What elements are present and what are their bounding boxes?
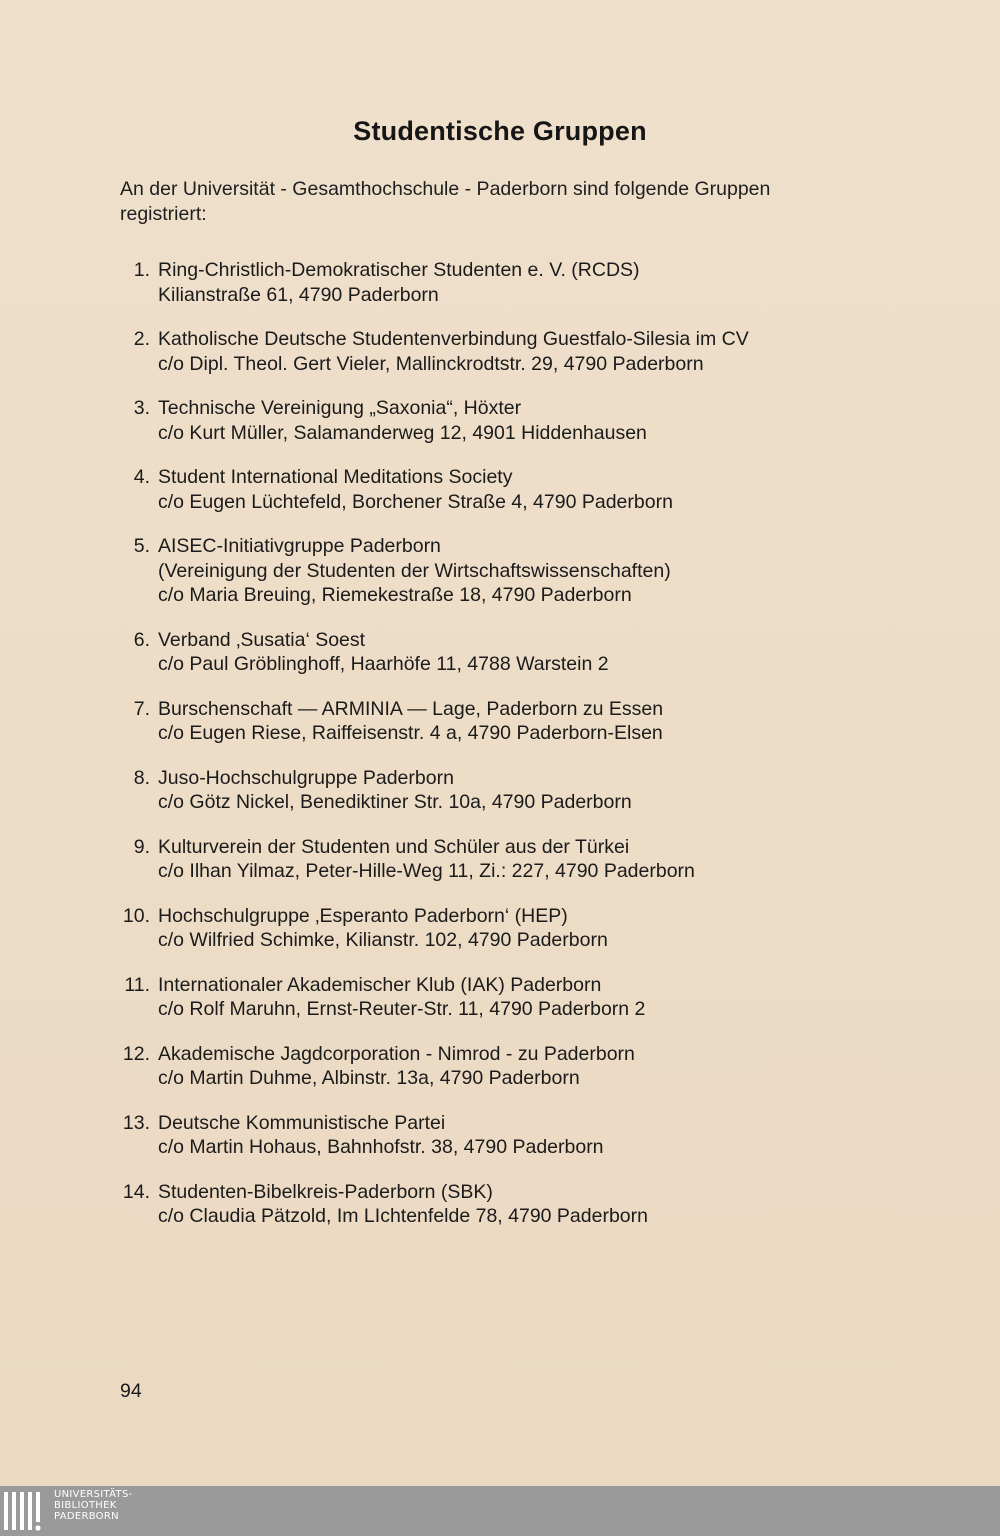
intro-line: An der Universität - Gesamthochschule - Paderborn sind folgende Gruppen: [120, 178, 771, 200]
group-address-line: c/o Kurt Müller, Salamanderweg 12, 4901 Hiddenhausen: [158, 421, 647, 444]
group-name: Ring-Christlich-Demokratischer Studenten e. V. (RCDS): [158, 259, 640, 281]
library-bars-logo-icon: [4, 1490, 44, 1532]
list-item: [0, 1042, 1000, 1111]
list-item-text: [158, 697, 958, 746]
list-item: [0, 766, 1000, 835]
list-item-number: 2.: [133, 328, 150, 350]
list-item: [0, 327, 1000, 396]
group-name: Student International Meditations Society: [158, 466, 513, 488]
list-item-number: 11.: [124, 973, 150, 996]
list-item: [0, 534, 1000, 628]
list-item-text: [158, 396, 958, 445]
page-number: 94: [120, 1380, 142, 1402]
group-name: Hochschulgruppe ‚Esperanto Paderborn‘ (HEP): [158, 904, 568, 927]
group-address-line: c/o Eugen Riese, Raiffeisenstr. 4 a, 4790 Paderborn-Elsen: [158, 722, 663, 745]
list-item-text: [158, 973, 958, 1022]
group-name: Katholische Deutsche Studentenverbindung Guestfalo-Silesia im CV: [158, 328, 749, 350]
list-item: [0, 396, 1000, 465]
group-address-line: c/o Götz Nickel, Benediktiner Str. 10a, 4790 Paderborn: [158, 791, 632, 814]
list-item-number: 13.: [122, 1111, 150, 1134]
list-item-text: [158, 766, 958, 815]
list-item-number: 12.: [122, 1042, 150, 1065]
list-item-text: [158, 1180, 958, 1229]
library-logo-text: [54, 1489, 164, 1522]
group-name: Akademische Jagdcorporation - Nimrod - zu Paderborn: [158, 1042, 635, 1065]
list-item: [0, 1180, 1000, 1249]
list-item-number: 4.: [133, 466, 150, 488]
group-list: [0, 258, 1000, 1249]
group-name: Kulturverein der Studenten und Schüler aus der Türkei: [158, 835, 630, 858]
list-item-text: [158, 534, 958, 608]
list-item-text: [158, 835, 958, 884]
list-item: [0, 628, 1000, 697]
list-item-text: [158, 465, 958, 514]
group-name: Internationaler Akademischer Klub (IAK) Paderborn: [158, 973, 602, 996]
group-address-line: (Vereinigung der Studenten der Wirtschaftswissenschaften): [158, 559, 671, 582]
list-item-number: 3.: [133, 397, 150, 419]
list-item-number: 7.: [133, 697, 150, 720]
list-item-number: 10.: [122, 904, 150, 927]
group-address-line: c/o Ilhan Yilmaz, Peter-Hille-Weg 11, Zi.: 227, 4790 Paderborn: [158, 860, 695, 883]
group-address-line: Kilianstraße 61, 4790 Paderborn: [158, 283, 439, 306]
logo-text-line: BIBLIOTHEK: [54, 1500, 117, 1511]
intro-line: registriert:: [120, 202, 207, 225]
group-name: Technische Vereinigung „Saxonia“, Höxter: [158, 397, 522, 419]
group-address-line: c/o Martin Duhme, Albinstr. 13a, 4790 Paderborn: [158, 1067, 580, 1090]
list-item: [0, 465, 1000, 534]
list-item-number: 6.: [133, 628, 150, 651]
group-name: Deutsche Kommunistische Partei: [158, 1111, 446, 1134]
group-address-line: c/o Wilfried Schimke, Kilianstr. 102, 4790 Paderborn: [158, 929, 608, 952]
group-name: Juso-Hochschulgruppe Paderborn: [158, 766, 454, 789]
group-address-line: c/o Rolf Maruhn, Ernst-Reuter-Str. 11, 4790 Paderborn 2: [158, 998, 646, 1021]
list-item-text: [158, 1111, 958, 1160]
list-item: [0, 835, 1000, 904]
list-item-number: 5.: [133, 535, 150, 557]
list-item-text: [158, 327, 958, 376]
list-item-number: 9.: [133, 835, 150, 858]
list-item-text: [158, 258, 958, 307]
list-item-text: [158, 904, 958, 953]
group-address-line: c/o Claudia Pätzold, Im LIchtenfelde 78, 4790 Paderborn: [158, 1205, 648, 1228]
group-address-line: c/o Dipl. Theol. Gert Vieler, Mallinckrodtstr. 29, 4790 Paderborn: [158, 352, 704, 375]
page-title: Studentische Gruppen: [353, 116, 647, 146]
list-item-text: [158, 628, 958, 677]
group-address-line: c/o Eugen Lüchtefeld, Borchener Straße 4, 4790 Paderborn: [158, 490, 673, 513]
group-address-line: c/o Paul Gröblinghoff, Haarhöfe 11, 4788 Warstein 2: [158, 653, 609, 676]
footer-bar: [0, 1486, 1000, 1536]
group-name: Burschenschaft — ARMINIA — Lage, Paderborn zu Essen: [158, 697, 664, 720]
group-name: Verband ‚Susatia‘ Soest: [158, 628, 366, 651]
list-item-number: 14.: [122, 1180, 150, 1203]
list-item: [0, 973, 1000, 1042]
list-item: [0, 697, 1000, 766]
group-address-line: c/o Maria Breuing, Riemekestraße 18, 4790 Paderborn: [158, 584, 632, 607]
list-item: [0, 904, 1000, 973]
intro-paragraph: [120, 177, 840, 226]
list-item: [0, 258, 1000, 327]
list-item-number: 8.: [133, 766, 150, 789]
list-item-text: [158, 1042, 958, 1091]
group-name: Studenten-Bibelkreis-Paderborn (SBK): [158, 1180, 493, 1203]
list-item: [0, 1111, 1000, 1180]
logo-text-line: UNIVERSITÄTS-: [54, 1489, 133, 1500]
list-item-number: 1.: [133, 259, 150, 281]
group-address-line: c/o Martin Hohaus, Bahnhofstr. 38, 4790 Paderborn: [158, 1136, 604, 1159]
group-name: AISEC-Initiativgruppe Paderborn: [158, 535, 441, 557]
logo-text-line: PADERBORN: [54, 1511, 119, 1522]
library-logo: [0, 1486, 160, 1536]
